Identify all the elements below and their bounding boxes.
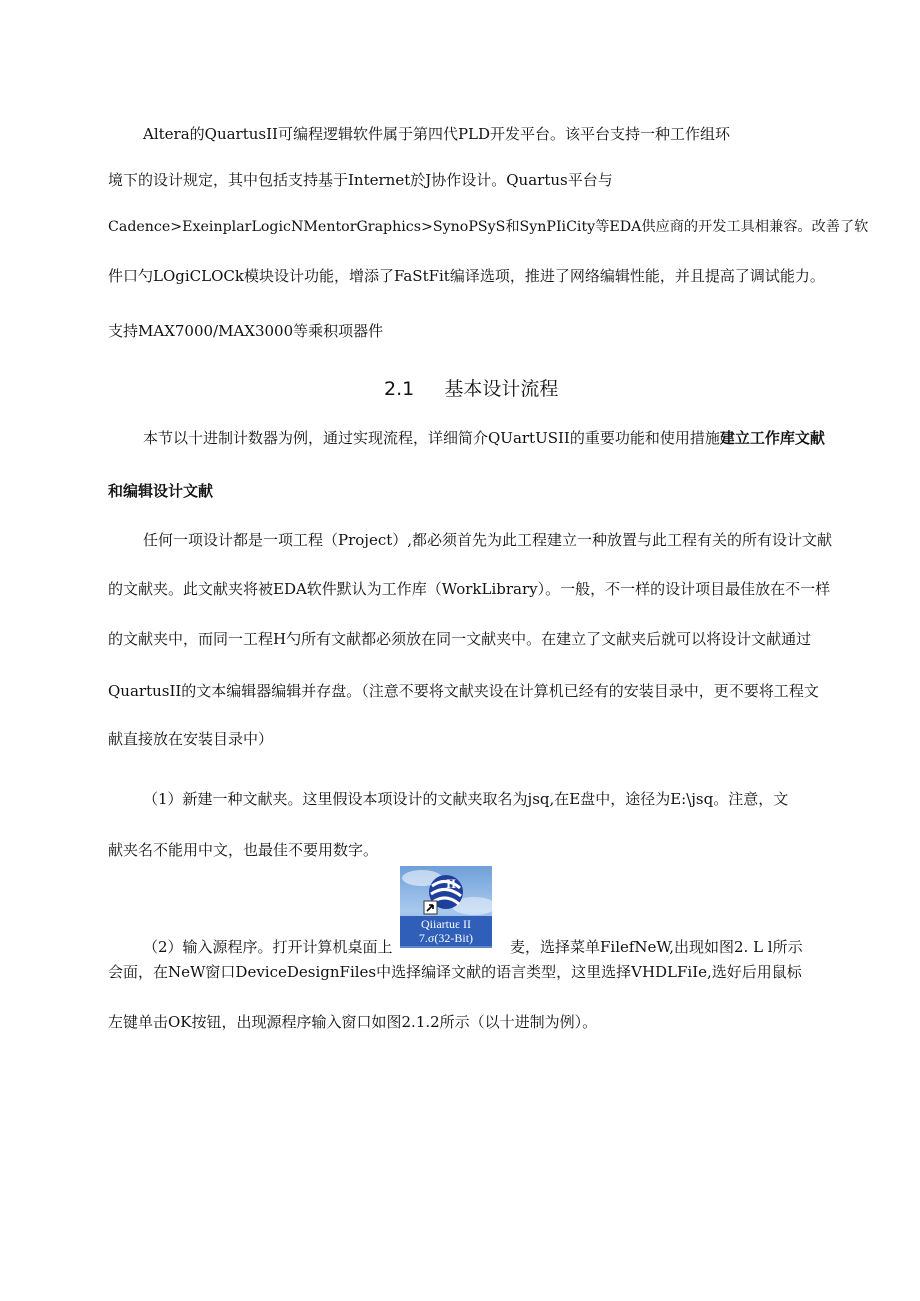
- paragraph-1-line-3: Cadence>ExeinplarLogicNMentorGraphics>SynoPSyS和SynPIiCity等EDA供应商的开发工具相兼容。改善了软: [108, 219, 869, 235]
- paragraph-5-line-1-post: 麦，选择菜单FilefNeW,出现如图2. L l所示: [510, 938, 803, 956]
- svg-text:II: II: [446, 876, 457, 891]
- quartus-desktop-icon[interactable]: [400, 866, 492, 948]
- paragraph-2-text: 本节以十进制计数器为例，通过实现流程，详细简介QUartUSII的重要功能和使用措施: [143, 429, 720, 447]
- paragraph-3-line-5: 献直接放在安装目录中）: [108, 730, 274, 748]
- paragraph-1-line-5: 支持MAX7000/MAX3000等乘积项器件: [108, 322, 384, 340]
- section-title: 基本设计流程: [444, 378, 559, 400]
- paragraph-2-line-1: [143, 428, 825, 448]
- icon-label-line-2: 7.σ(32-Bit): [418, 931, 474, 945]
- section-heading: [384, 377, 558, 401]
- paragraph-2-line-2: 和编辑设计文献: [108, 482, 214, 500]
- paragraph-4-line-2: 献夹名不能用中文，也最佳不要用数字。: [108, 841, 379, 859]
- paragraph-5-line-1-pre: （2）输入源程序。打开计算机桌面上: [143, 938, 393, 956]
- paragraph-3-line-2: 的文献夹。此文献夹将被EDA软件默认为工作库（WorkLibrary）。一般，不一样的设计项目最佳放在不一样: [108, 580, 831, 598]
- section-number: 2.1: [384, 378, 415, 400]
- paragraph-3-line-3: 的文献夹中，而同一工程H勺所有文献都必须放在同一文献夹中。在建立了文献夹后就可以将设计文献通过: [108, 630, 812, 648]
- paragraph-1-line-1: Altera的QuartusII可编程逻辑软件属于第四代PLD开发平台。该平台支持一种工作组环: [143, 125, 731, 143]
- paragraph-2-bold-phrase: 建立工作库文献: [719, 429, 825, 447]
- paragraph-1-line-2: 境下的设计规定，其中包括支持基于Internet於J协作设计。Quartus平台与: [108, 171, 613, 189]
- paragraph-3-line-4: QuartusII的文本编辑器编辑并存盘。（注意不要将文献夹设在计算机已经有的安装目录中，更不要将工程文: [108, 682, 819, 700]
- paragraph-3-line-1: 任何一项设计都是一项工程（Project）,都必须首先为此工程建立一种放置与此工程有关的所有设计文献: [143, 531, 833, 549]
- paragraph-4-line-1: （1）新建一种文献夹。这里假设本项设计的文献夹取名为jsq,在E盘中，途径为E:\jsq。注意，文: [143, 790, 789, 808]
- paragraph-1-line-4: 件口勺LOgiCLOCk模块设计功能，增添了FaStFit编译选项，推进了网络编辑性能，并且提高了调试能力。: [108, 267, 825, 285]
- paragraph-5-line-3: 左键单击OK按钮，出现源程序输入窗口如图2.1.2所示（以十进制为例）。: [108, 1013, 598, 1031]
- paragraph-5-line-2: 会面，在NeW窗口DeviceDesignFiles中选择编译文献的语言类型，这里选择VHDLFiIe,选好后用鼠标: [108, 963, 802, 981]
- quartus-logo-icon: [400, 866, 492, 918]
- icon-label-line-1: Qiiartuε II: [420, 917, 472, 931]
